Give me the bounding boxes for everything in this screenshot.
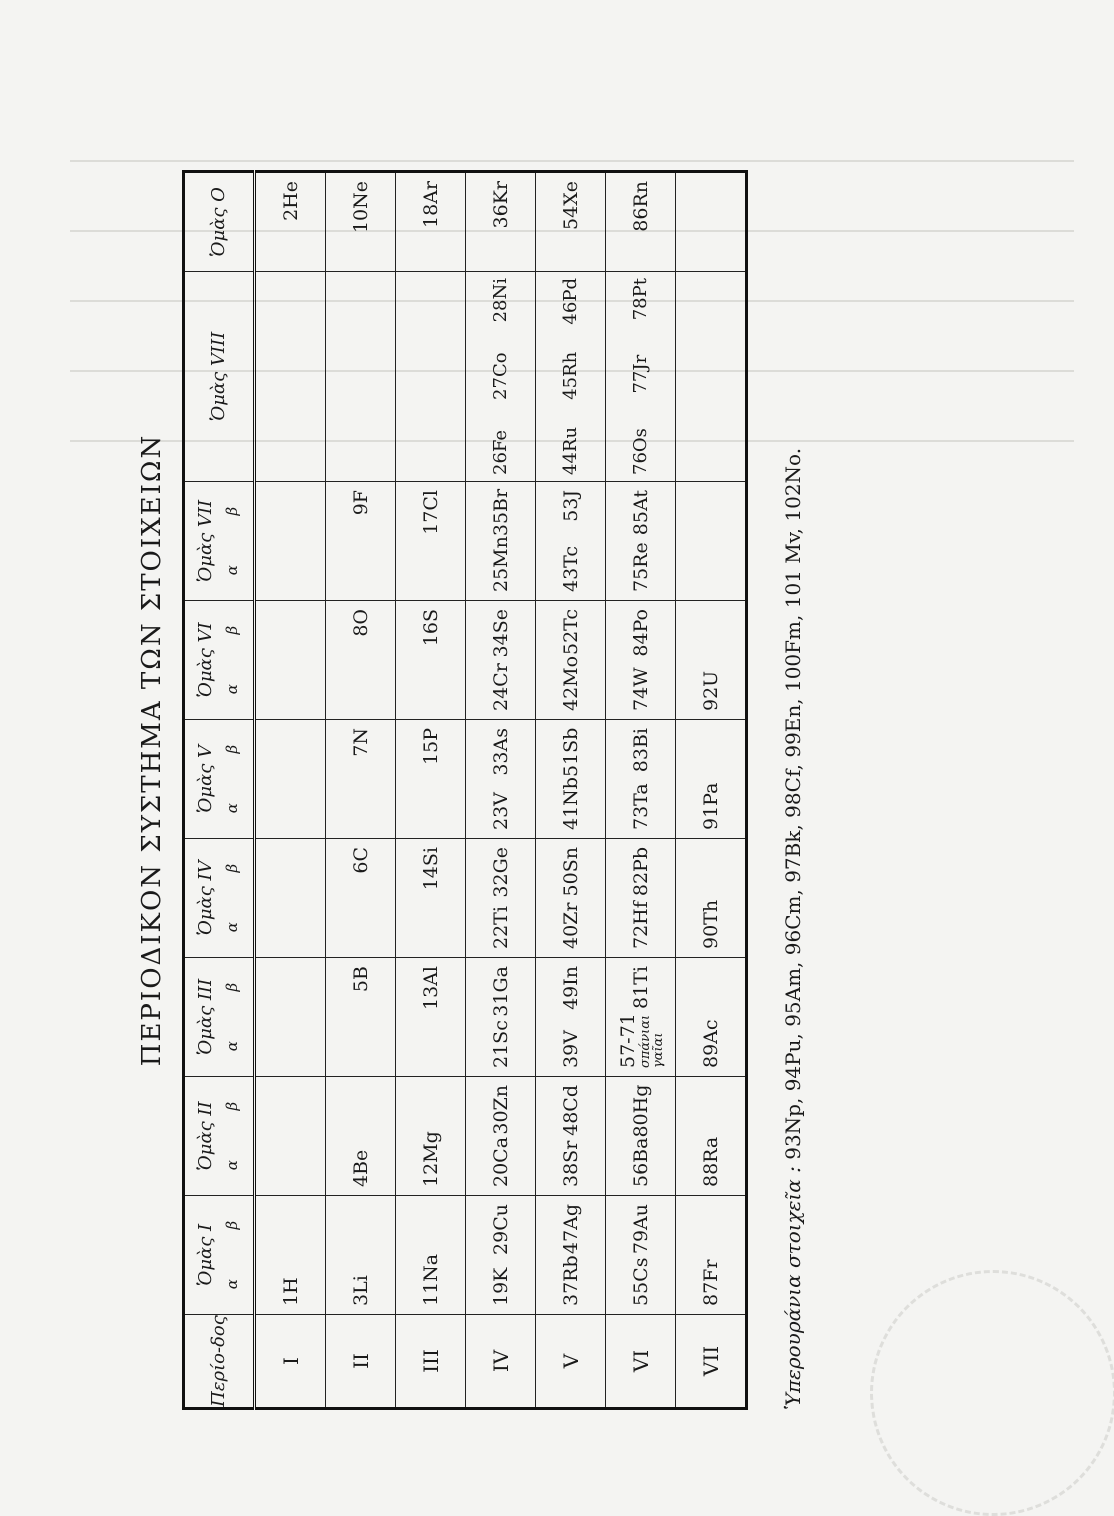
group-8-cell xyxy=(396,272,466,482)
group-0-cell: 10Ne xyxy=(326,172,396,272)
group-5-cell xyxy=(326,720,396,839)
element-triad: 78Pt xyxy=(630,278,651,321)
element-triad: 77Jr xyxy=(630,354,651,394)
group-3-cell xyxy=(255,958,326,1077)
period-cell: VII xyxy=(676,1315,747,1409)
group-0-cell xyxy=(676,172,747,272)
header-period: Περίο-δος xyxy=(184,1315,255,1409)
group-5-cell xyxy=(676,720,747,839)
element-a: 56Ba xyxy=(629,1137,652,1187)
element-triad: 46Pd xyxy=(560,278,581,325)
group-2-cell xyxy=(676,1077,747,1196)
element-a: 3Li xyxy=(349,1275,372,1306)
group-7-cell xyxy=(326,482,396,601)
element-b: 29Cu xyxy=(489,1204,512,1255)
group-4-cell xyxy=(676,839,747,958)
table-row xyxy=(536,172,606,1409)
group-7-cell xyxy=(606,482,676,601)
table-row xyxy=(396,172,466,1409)
element-a: 41Nb xyxy=(559,777,582,830)
element-b: 32Ge xyxy=(489,847,512,898)
group-0-cell: 36Kr xyxy=(466,172,536,272)
group-1-cell xyxy=(676,1196,747,1315)
element-a: 22Ti xyxy=(489,906,512,949)
periodic-table xyxy=(182,170,748,1410)
group-2-cell xyxy=(396,1077,466,1196)
group-0-cell: 18Ar xyxy=(396,172,466,272)
element-triad: 26Fe xyxy=(490,429,511,475)
element-a: 57-71 xyxy=(616,1013,639,1068)
element-a: 37Rb xyxy=(559,1255,582,1306)
group-5-cell xyxy=(536,720,606,839)
group-4-cell xyxy=(326,839,396,958)
group-5-cell xyxy=(466,720,536,839)
period-cell: IV xyxy=(466,1315,536,1409)
group-5-cell xyxy=(255,720,326,839)
element-a: 42Mo xyxy=(559,655,582,711)
group-6-cell xyxy=(396,601,466,720)
element-a: 12Mg xyxy=(419,1131,442,1187)
group-6-cell xyxy=(326,601,396,720)
group-2-cell xyxy=(326,1077,396,1196)
element-a: 89Ac xyxy=(699,1019,722,1068)
group-4-cell xyxy=(466,839,536,958)
element-b: 13Al xyxy=(419,966,442,1010)
period-cell: V xyxy=(536,1315,606,1409)
header-row xyxy=(184,172,255,1409)
element-b: 5B xyxy=(349,966,372,993)
element-a: 91Pa xyxy=(699,782,722,830)
group-1-cell xyxy=(326,1196,396,1315)
group-3-cell xyxy=(466,958,536,1077)
element-a: 43Tc xyxy=(559,545,582,592)
period-cell: VI xyxy=(606,1315,676,1409)
group-5-cell xyxy=(396,720,466,839)
rare-earths-note: σπάνιαι γαῖαι xyxy=(637,1014,666,1068)
group-2-cell xyxy=(606,1077,676,1196)
element-b: 14Si xyxy=(419,847,442,891)
element-b: 52Tc xyxy=(559,609,582,656)
element-a: 87Fr xyxy=(699,1259,722,1306)
group-5-cell xyxy=(606,720,676,839)
group-2-cell xyxy=(255,1077,326,1196)
group-8-cell xyxy=(676,272,747,482)
group-8-cell xyxy=(255,272,326,482)
group-2-cell xyxy=(466,1077,536,1196)
group-3-cell xyxy=(326,958,396,1077)
group-6-cell xyxy=(466,601,536,720)
group-0-cell: 54Xe xyxy=(536,172,606,272)
element-a: 19K xyxy=(489,1267,512,1306)
element-b: 6C xyxy=(349,847,372,874)
header-group-4: Ὁμὰς IV α β xyxy=(184,839,255,958)
element-a: 55Cs xyxy=(629,1257,652,1306)
element-a: 92U xyxy=(699,670,722,711)
group-7-cell xyxy=(396,482,466,601)
faded-stamp xyxy=(870,1270,1114,1516)
element-b: 17Cl xyxy=(419,490,442,535)
group-8-cell xyxy=(606,272,676,482)
element-b: 49In xyxy=(559,966,582,1010)
element-b: 47Ag xyxy=(559,1204,582,1255)
group-3-cell xyxy=(536,958,606,1077)
element-a: 25Mn xyxy=(489,536,512,592)
element-triad: 27Co xyxy=(490,352,511,400)
group-6-cell xyxy=(536,601,606,720)
element-b: 81Ti xyxy=(629,966,652,1009)
element-b: 30Zn xyxy=(489,1085,512,1135)
table-row xyxy=(676,172,747,1409)
element-b: 82Pb xyxy=(629,847,652,897)
group-2-cell xyxy=(536,1077,606,1196)
footnote-label: Ὑπερουράνια στοιχεῖα : xyxy=(781,1166,805,1410)
element-b: 15P xyxy=(419,728,442,765)
element-a: 39V xyxy=(559,1030,582,1068)
group-7-cell xyxy=(466,482,536,601)
group-4-cell xyxy=(606,839,676,958)
group-8-cell xyxy=(536,272,606,482)
element-b: 31Ga xyxy=(489,966,512,1017)
period-cell: III xyxy=(396,1315,466,1409)
table-row xyxy=(606,172,676,1409)
table-row xyxy=(255,172,326,1409)
group-1-cell xyxy=(606,1196,676,1315)
element-a: 72Hf xyxy=(629,901,652,949)
group-7-cell xyxy=(676,482,747,601)
element-a: 4Be xyxy=(349,1149,372,1187)
element-a: 75Re xyxy=(629,542,652,592)
element-b: 34Se xyxy=(489,609,512,658)
element-a: 11Na xyxy=(419,1253,442,1306)
group-1-cell xyxy=(255,1196,326,1315)
header-group-7: Ὁμὰς VII α β xyxy=(184,482,255,601)
group-7-cell xyxy=(255,482,326,601)
element-triad: 44Ru xyxy=(560,426,581,475)
element-a: 73Ta xyxy=(629,783,652,830)
element-b: 33As xyxy=(489,728,512,776)
period-cell: II xyxy=(326,1315,396,1409)
element-a: 88Ra xyxy=(699,1136,722,1187)
element-b: 83Bi xyxy=(629,728,652,773)
group-8-cell xyxy=(466,272,536,482)
group-1-cell xyxy=(536,1196,606,1315)
group-4-cell xyxy=(536,839,606,958)
element-triad: 28Ni xyxy=(490,278,511,323)
group-6-cell xyxy=(255,601,326,720)
element-b: 50Sn xyxy=(559,847,582,897)
header-group-2: Ὁμὰς II α β xyxy=(184,1077,255,1196)
element-b: 53J xyxy=(559,490,582,522)
group-8-cell xyxy=(326,272,396,482)
group-4-cell xyxy=(255,839,326,958)
element-a: 23V xyxy=(489,792,512,830)
element-triad: 76Os xyxy=(630,428,651,475)
group-6-cell xyxy=(606,601,676,720)
group-4-cell xyxy=(396,839,466,958)
element-b: 35Br xyxy=(489,488,512,537)
element-b: 85At xyxy=(629,490,652,536)
header-group-6: Ὁμὰς VI α β xyxy=(184,601,255,720)
element-a: 40Zr xyxy=(559,902,582,949)
element-a: 38Sr xyxy=(559,1140,582,1187)
element-b: 48Cd xyxy=(559,1085,582,1136)
element-b: 51Sb xyxy=(559,727,582,778)
element-a: 74W xyxy=(629,667,652,711)
rotated-page xyxy=(130,90,890,1410)
group-3-cell xyxy=(676,958,747,1077)
table-row xyxy=(326,172,396,1409)
element-a: 90Th xyxy=(699,899,722,949)
footnote-text: 93Np, 94Pu, 95Am, 96Cm, 97Bk, 98Cf, 99En, 100Fm, 101 Mv, 102No. xyxy=(781,447,805,1160)
element-b: 9F xyxy=(349,490,372,516)
element-a: 1H xyxy=(279,1277,302,1306)
element-b: 8O xyxy=(349,609,372,637)
element-b: 80Hg xyxy=(629,1084,652,1138)
header-group-1: Ὁμὰς I α β xyxy=(184,1196,255,1315)
header-group-8: Ὁμὰς VIII xyxy=(184,272,255,482)
table-title: ΠΕΡΙΟΔΙΚΟΝ ΣΥΣΤΗΜΑ ΤΩΝ ΣΤΟΙΧΕΙΩΝ xyxy=(137,433,167,1067)
header-group-5: Ὁμὰς V α β xyxy=(184,720,255,839)
footnote xyxy=(780,90,806,1410)
header-group-0: Ὁμὰς O xyxy=(184,172,255,272)
group-3-cell xyxy=(396,958,466,1077)
group-0-cell: 2He xyxy=(255,172,326,272)
element-b: 16S xyxy=(419,609,442,647)
group-1-cell xyxy=(396,1196,466,1315)
element-triad: 45Rh xyxy=(560,351,581,400)
group-0-cell: 86Rn xyxy=(606,172,676,272)
element-a: 21Sc xyxy=(489,1020,512,1068)
group-7-cell xyxy=(536,482,606,601)
element-b: 79Au xyxy=(629,1204,652,1255)
element-a: 20Ca xyxy=(489,1136,512,1187)
group-1-cell xyxy=(466,1196,536,1315)
group-6-cell xyxy=(676,601,747,720)
element-b: 84Po xyxy=(629,609,652,657)
element-b: 7N xyxy=(349,728,372,757)
table-row xyxy=(466,172,536,1409)
element-a: 24Cr xyxy=(489,663,512,711)
period-cell: I xyxy=(255,1315,326,1409)
group-3-cell xyxy=(606,958,676,1077)
header-group-3: Ὁμὰς III α β xyxy=(184,958,255,1077)
